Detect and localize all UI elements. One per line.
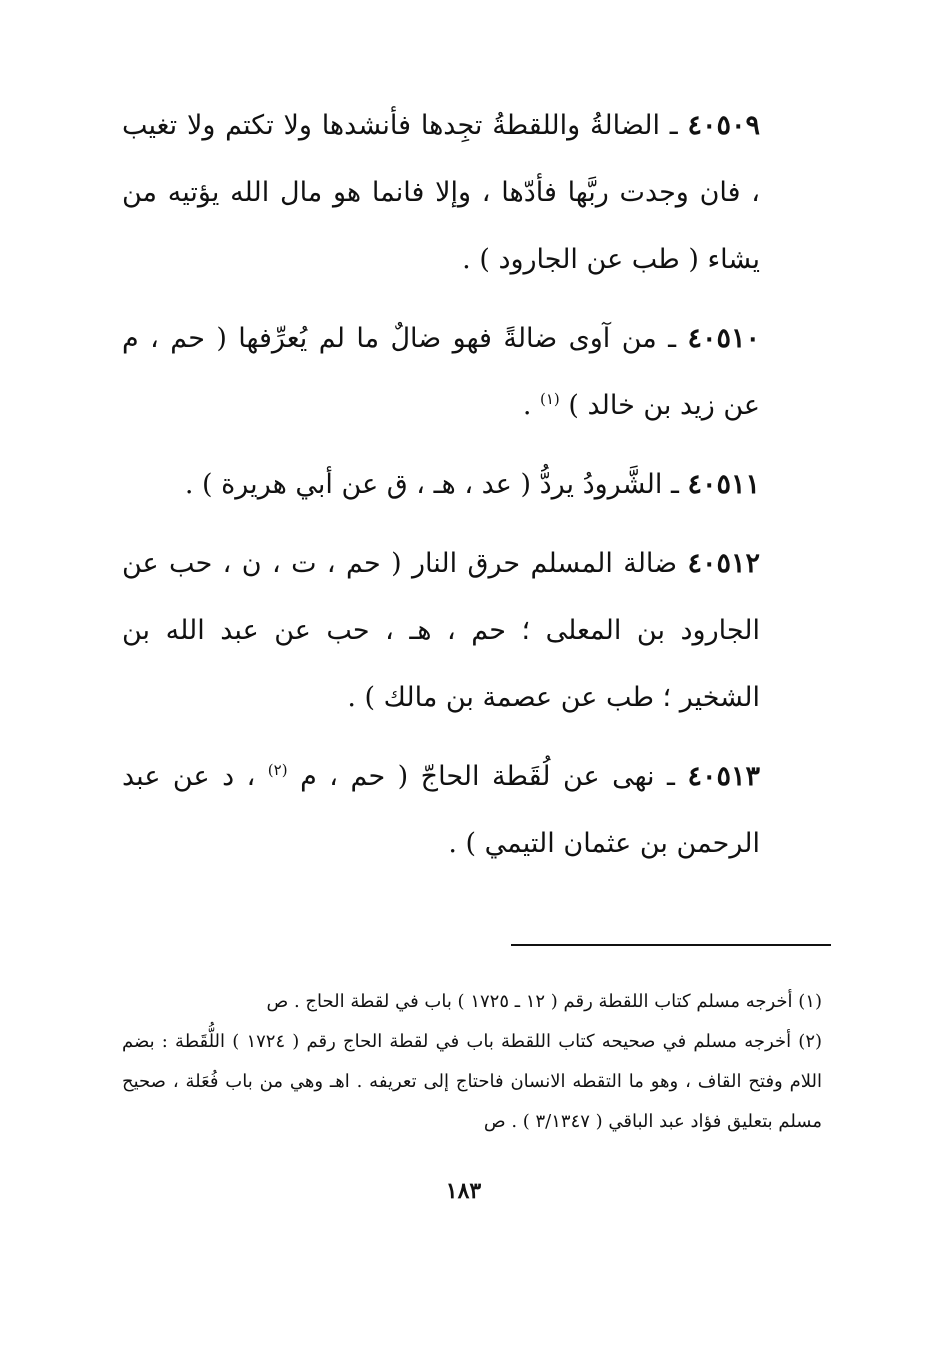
hadith-entry-40509 (122, 92, 760, 293)
entry-text: ـ الضالةُ واللقطةُ تجِدها فأنشدها ولا تكتم ولا تغيب ، فان وجدت ربَّها فأدّها ، وإلا فانما هو مال الله يؤتيه من يشاء ( طب عن الجارود ) . (122, 110, 760, 275)
main-text-body (122, 92, 760, 889)
entry-number: ٤٠٥١٠ (687, 323, 760, 354)
hadith-entry-40510 (122, 305, 760, 439)
entry-number: ٤٠٥١٢ (687, 548, 760, 579)
entry-text: ـ من آوى ضالةً فهو ضالٌ ما لم يُعرِّفها ( حم ، م عن زيد بن خالد ) (122, 323, 760, 421)
hadith-entry-40512 (122, 530, 760, 731)
page-number: ١٨٣ (445, 1178, 482, 1204)
footnote-1: (١) أخرجه مسلم كتاب اللقطة رقم ( ١٢ ـ ١٧٢٥ ) باب في لقطة الحاج . ص (266, 991, 822, 1012)
footnote-reference: (١) (539, 390, 560, 408)
footnote-reference: (٢) (267, 761, 288, 779)
entry-text: ضالة المسلم حرق النار ( حم ، ت ، ن ، حب عن الجارود بن المعلى ؛ حم ، هـ ، حب عن عبد الله بن الشخير ؛ طب عن عصمة بن مالك ) . (122, 548, 760, 713)
entry-number: ٤٠٥١٣ (687, 761, 760, 792)
entry-tail: . (522, 390, 540, 421)
entry-number: ٤٠٥١١ (687, 469, 760, 500)
hadith-entry-40511 (122, 451, 760, 518)
entry-text: ـ الشَّرودُ يردُّ ( عد ، هـ ، ق عن أبي هريرة ) . (184, 469, 679, 500)
entry-tail: ، د عن عبد الرحمن بن عثمان التيمي ) . (122, 761, 760, 859)
footnotes-section (122, 982, 822, 1142)
entry-number: ٤٠٥٠٩ (687, 110, 760, 141)
entry-text: ـ نهى عن لُقَطة الحاجّ ( حم ، م (300, 761, 675, 792)
hadith-entry-40513 (122, 743, 760, 877)
footnote-2: (٢) أخرجه مسلم في صحيحه كتاب اللقطة باب في لقطة الحاج رقم ( ١٧٢٤ ) اللُّقَطة : بضم اللام وفتح القاف ، وهو ما التقطه الانسان فاحتاج إلى تعريفه . اهـ وهي من باب فُعَلة ، صحيح مسلم بتعليق فؤاد عبد الباقي ( ٣/١٣٤٧ ) . ص (122, 1031, 823, 1132)
footnote-divider (511, 944, 831, 946)
